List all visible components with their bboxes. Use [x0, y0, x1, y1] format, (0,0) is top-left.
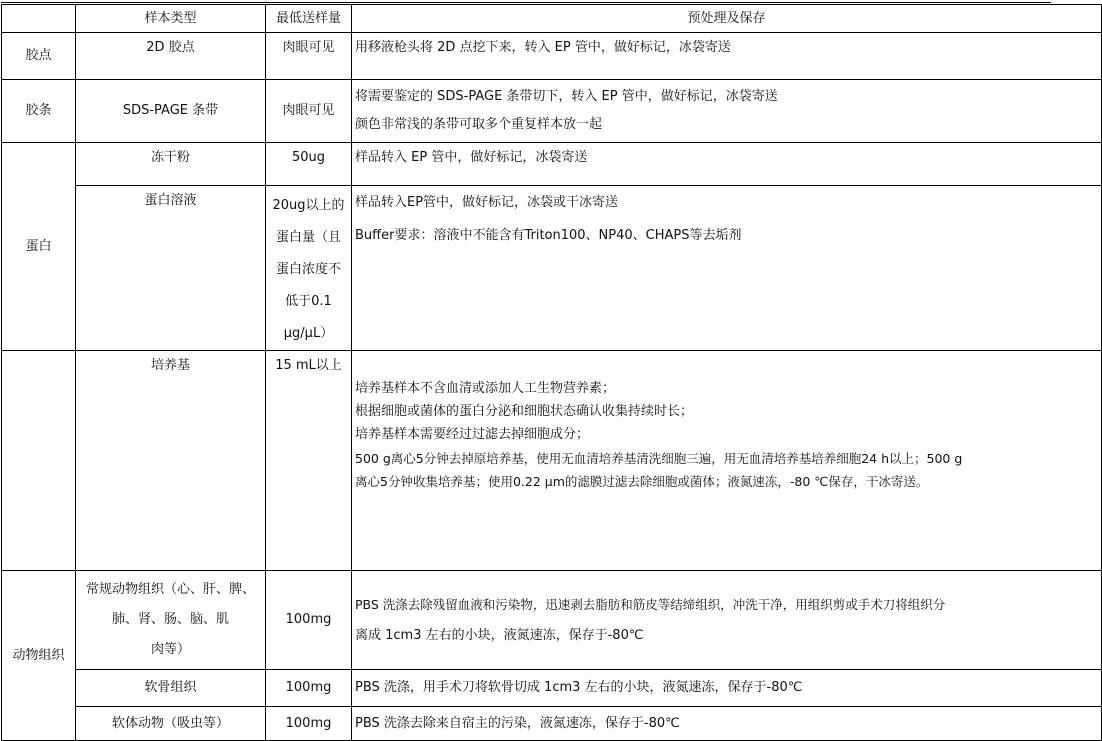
amount-cell: 肉眼可见	[266, 33, 352, 80]
processing-cell	[352, 670, 1102, 707]
amount-line: 20ug以上的	[272, 198, 345, 213]
sample-type-cell: 蛋白溶液	[76, 186, 266, 351]
header-sample-type: 样本类型	[76, 5, 266, 33]
processing-cell	[352, 707, 1102, 741]
header-processing: 预处理及保存	[352, 5, 1102, 33]
sample-type-line: 肺、肾、肠、脑、肌	[111, 612, 229, 627]
amount-line: 蛋白浓度不	[275, 262, 341, 277]
table-row	[2, 571, 1102, 670]
sample-type-cell	[76, 571, 266, 670]
amount-cell: 100mg	[266, 707, 352, 741]
processing-line: 500 g离心5分钟去掉原培养基，使用无血清培养基清洗细胞三遍，用无血清培养基培养细胞24 h以上；500 g	[355, 451, 963, 466]
processing-line: 将需要鉴定的 SDS-PAGE 条带切下，转入 EP 管中，做好标记，冰袋寄送	[355, 89, 778, 104]
table-row	[2, 670, 1102, 707]
amount-line: 蛋白量（且	[275, 230, 341, 245]
amount-cell: 100mg	[266, 571, 352, 670]
group-cell: 胶条	[2, 80, 76, 143]
group-cell: 动物组织	[2, 571, 76, 741]
processing-line: PBS 洗涤去除来自宿主的污染，液氮速冻，保存于-80℃	[355, 715, 680, 731]
processing-line: 离成 1cm3 左右的小块，液氮速冻，保存于-80℃	[355, 628, 644, 643]
table-row	[2, 186, 1102, 351]
amount-cell: 15 mL以上	[266, 351, 352, 571]
processing-cell	[352, 571, 1102, 670]
group-cell: 蛋白	[2, 143, 76, 351]
sample-requirements-table	[1, 4, 1102, 741]
sample-type-cell: 冻干粉	[76, 143, 266, 186]
processing-line: 颜色非常浅的条带可取多个重复样本放一起	[355, 117, 603, 132]
processing-line: 根据细胞或菌体的蛋白分泌和细胞状态确认收集持续时长；	[355, 404, 694, 419]
amount-cell	[266, 186, 352, 351]
top-rule	[1, 2, 1051, 3]
processing-line: Buffer要求：溶液中不能含有Triton100、NP40、CHAPS等去垢剂	[355, 228, 742, 243]
processing-line: PBS 洗涤，用手术刀将软骨切成 1cm3 左右的小块，液氮速冻，保存于-80℃	[355, 680, 803, 695]
table-row	[2, 351, 1102, 571]
table-row	[2, 33, 1102, 80]
amount-cell: 肉眼可见	[266, 80, 352, 143]
sample-type-line: 肉等）	[150, 642, 190, 657]
processing-line: 离心5分钟收集培养基；使用0.22 μm的滤膜过滤去除细胞或菌体；液氮速冻，-80 ℃保存，干冰寄送。	[355, 474, 929, 489]
processing-line: PBS 洗涤去除残留血液和污染物，迅速剥去脂肪和筋皮等结缔组织，冲洗干净，用组织剪或手术刀将组织分	[355, 597, 946, 612]
group-cell-empty	[2, 351, 76, 571]
processing-line: 用移液枪头将 2D 点挖下来，转入 EP 管中，做好标记，冰袋寄送	[355, 40, 731, 55]
amount-line: 低于0.1	[285, 294, 332, 309]
processing-line: 培养基样本不含血清或添加人工生物营养素；	[355, 381, 616, 396]
header-group	[2, 5, 76, 33]
amount-cell: 50ug	[266, 143, 352, 186]
table-row	[2, 80, 1102, 143]
amount-line: μg/μL）	[283, 326, 334, 341]
header-min-amount: 最低送样量	[266, 5, 352, 33]
table-row	[2, 143, 1102, 186]
processing-cell	[352, 33, 1102, 80]
sample-type-cell: 2D 胶点	[76, 33, 266, 80]
sample-type-cell: 软骨组织	[76, 670, 266, 707]
processing-cell	[352, 143, 1102, 186]
group-cell: 胶点	[2, 33, 76, 80]
sample-type-cell: 软体动物（吸虫等）	[76, 707, 266, 741]
sample-type-line: 常规动物组织（心、肝、脾、	[85, 582, 255, 597]
processing-cell	[352, 351, 1102, 571]
amount-cell: 100mg	[266, 670, 352, 707]
processing-line: 样品转入 EP 管中，做好标记，冰袋寄送	[355, 150, 588, 165]
header-row	[2, 5, 1102, 33]
sample-type-cell: 培养基	[76, 351, 266, 571]
processing-cell	[352, 80, 1102, 143]
processing-line: 培养基样本需要经过过滤去掉细胞成分；	[355, 427, 590, 442]
processing-cell	[352, 186, 1102, 351]
processing-line: 样品转入EP管中，做好标记，冰袋或干冰寄送	[355, 195, 619, 210]
table-row	[2, 707, 1102, 741]
sample-type-cell: SDS-PAGE 条带	[76, 80, 266, 143]
